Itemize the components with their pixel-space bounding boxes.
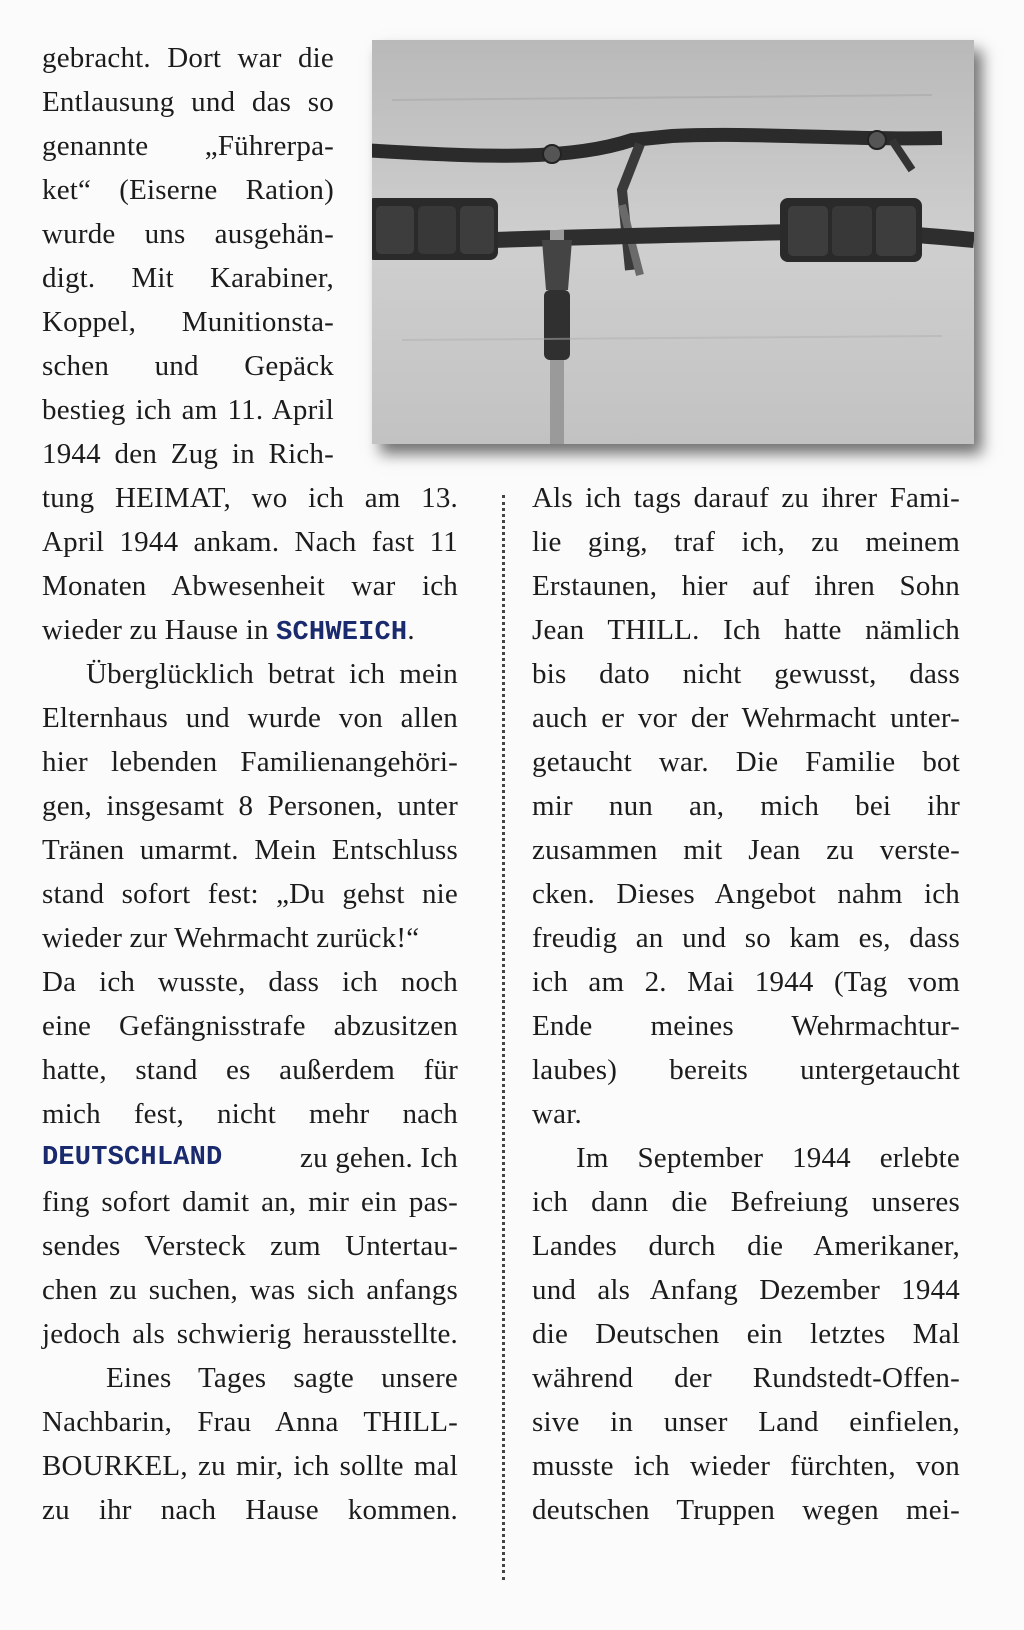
ammunition-belt-photo [372, 40, 974, 444]
left-line: tung HEIMAT, wo ich am 13. [42, 482, 458, 514]
left-line: Überglücklich betrat ich mein [86, 658, 458, 690]
left-line: digt. Mit Karabiner, [42, 262, 334, 294]
right-line: Als ich tags darauf zu ihrer Fami- [532, 482, 960, 514]
right-line: getaucht war. Die Familie bot [532, 746, 960, 778]
left-line: mich fest, nicht mehr nach [42, 1098, 458, 1130]
right-line: zusammen mit Jean zu verste- [532, 834, 960, 866]
country-name-deutschland: DEUTSCHLAND [42, 1143, 223, 1173]
left-line: 1944 den Zug in Rich- [42, 438, 334, 470]
right-line: freudig an und so kam es, dass [532, 922, 960, 954]
right-line: Ende meines Wehrmachtur- [532, 1010, 960, 1042]
right-line: sive in unser Land einfielen, [532, 1406, 960, 1438]
left-line: Monaten Abwesenheit war ich [42, 570, 458, 602]
right-line: während der Rundstedt-Offen- [532, 1362, 960, 1394]
left-line: wurde uns ausgehän- [42, 218, 334, 250]
left-line: sendes Versteck zum Untertau- [42, 1230, 458, 1262]
left-line: wieder zur Wehrmacht zurück!“ [42, 922, 420, 954]
right-line: Im September 1944 erlebte [576, 1142, 960, 1174]
column-divider [502, 495, 505, 1580]
left-line: Elternhaus und wurde von allen [42, 702, 458, 734]
right-line: Jean THILL. Ich hatte nämlich [532, 614, 960, 646]
left-line: Eines Tages sagte unsere [106, 1362, 458, 1394]
right-line: Erstaunen, hier auf ihren Sohn [532, 570, 960, 602]
left-line-text: wieder zu Hause in [42, 614, 269, 646]
left-line: Tränen umarmt. Mein Entschluss [42, 834, 458, 866]
left-line: hatte, stand es außerdem für [42, 1054, 458, 1086]
right-line: Landes durch die Amerikaner, [532, 1230, 960, 1262]
left-line: fing sofort damit an, mir ein pas- [42, 1186, 458, 1218]
place-name-schweich: SCHWEICH [276, 618, 408, 648]
left-line: ket“ (Eiserne Ration) [42, 174, 334, 206]
left-line-text: zu gehen. Ich [300, 1142, 458, 1174]
right-line: laubes) bereits untergetaucht [532, 1054, 960, 1086]
right-line: und als Anfang Dezember 1944 [532, 1274, 960, 1306]
left-line: gen, insgesamt 8 Personen, unter [42, 790, 458, 822]
ammunition-belt-photo-icon [372, 40, 974, 444]
right-line: mir nun an, mich bei ihr [532, 790, 960, 822]
left-line: hier lebenden Familienangehöri- [42, 746, 458, 778]
left-line: stand sofort fest: „Du gehst nie [42, 878, 458, 910]
left-line: gebracht. Dort war die [42, 42, 334, 74]
left-line: eine Gefängnisstrafe abzusitzen [42, 1010, 458, 1042]
left-line-period: . [407, 614, 415, 646]
left-line: genannte „Führerpa- [42, 130, 334, 162]
right-line: musste ich wieder fürchten, von [532, 1450, 960, 1482]
right-line: auch er vor der Wehrmacht unter- [532, 702, 960, 734]
right-line: ich am 2. Mai 1944 (Tag vom [532, 966, 960, 998]
right-line: war. [532, 1098, 582, 1130]
left-line: Entlausung und das so [42, 86, 334, 118]
left-line: April 1944 ankam. Nach fast 11 [42, 526, 458, 558]
right-line: deutschen Truppen wegen mei- [532, 1494, 960, 1526]
left-line: bestieg ich am 11. April [42, 394, 334, 426]
left-line: schen und Gepäck [42, 350, 334, 382]
left-line: Da ich wusste, dass ich noch [42, 966, 458, 998]
left-line: BOURKEL, zu mir, ich sollte mal [42, 1450, 458, 1482]
left-line: chen zu suchen, was sich anfangs [42, 1274, 458, 1306]
left-line: Nachbarin, Frau Anna THILL- [42, 1406, 458, 1438]
left-line-with-place [42, 608, 458, 653]
right-line: die Deutschen ein letztes Mal [532, 1318, 960, 1350]
right-line: cken. Dieses Angebot nahm ich [532, 878, 960, 910]
right-line: ich dann die Befreiung unseres [532, 1186, 960, 1218]
left-line: Koppel, Munitionsta- [42, 306, 334, 338]
left-line: jedoch als schwierig herausstellte. [42, 1318, 458, 1350]
right-line: bis dato nicht gewusst, dass [532, 658, 960, 690]
left-line-with-country [42, 1136, 458, 1181]
right-line: lie ging, traf ich, zu meinem [532, 526, 960, 558]
left-line: zu ihr nach Hause kommen. [42, 1494, 458, 1526]
